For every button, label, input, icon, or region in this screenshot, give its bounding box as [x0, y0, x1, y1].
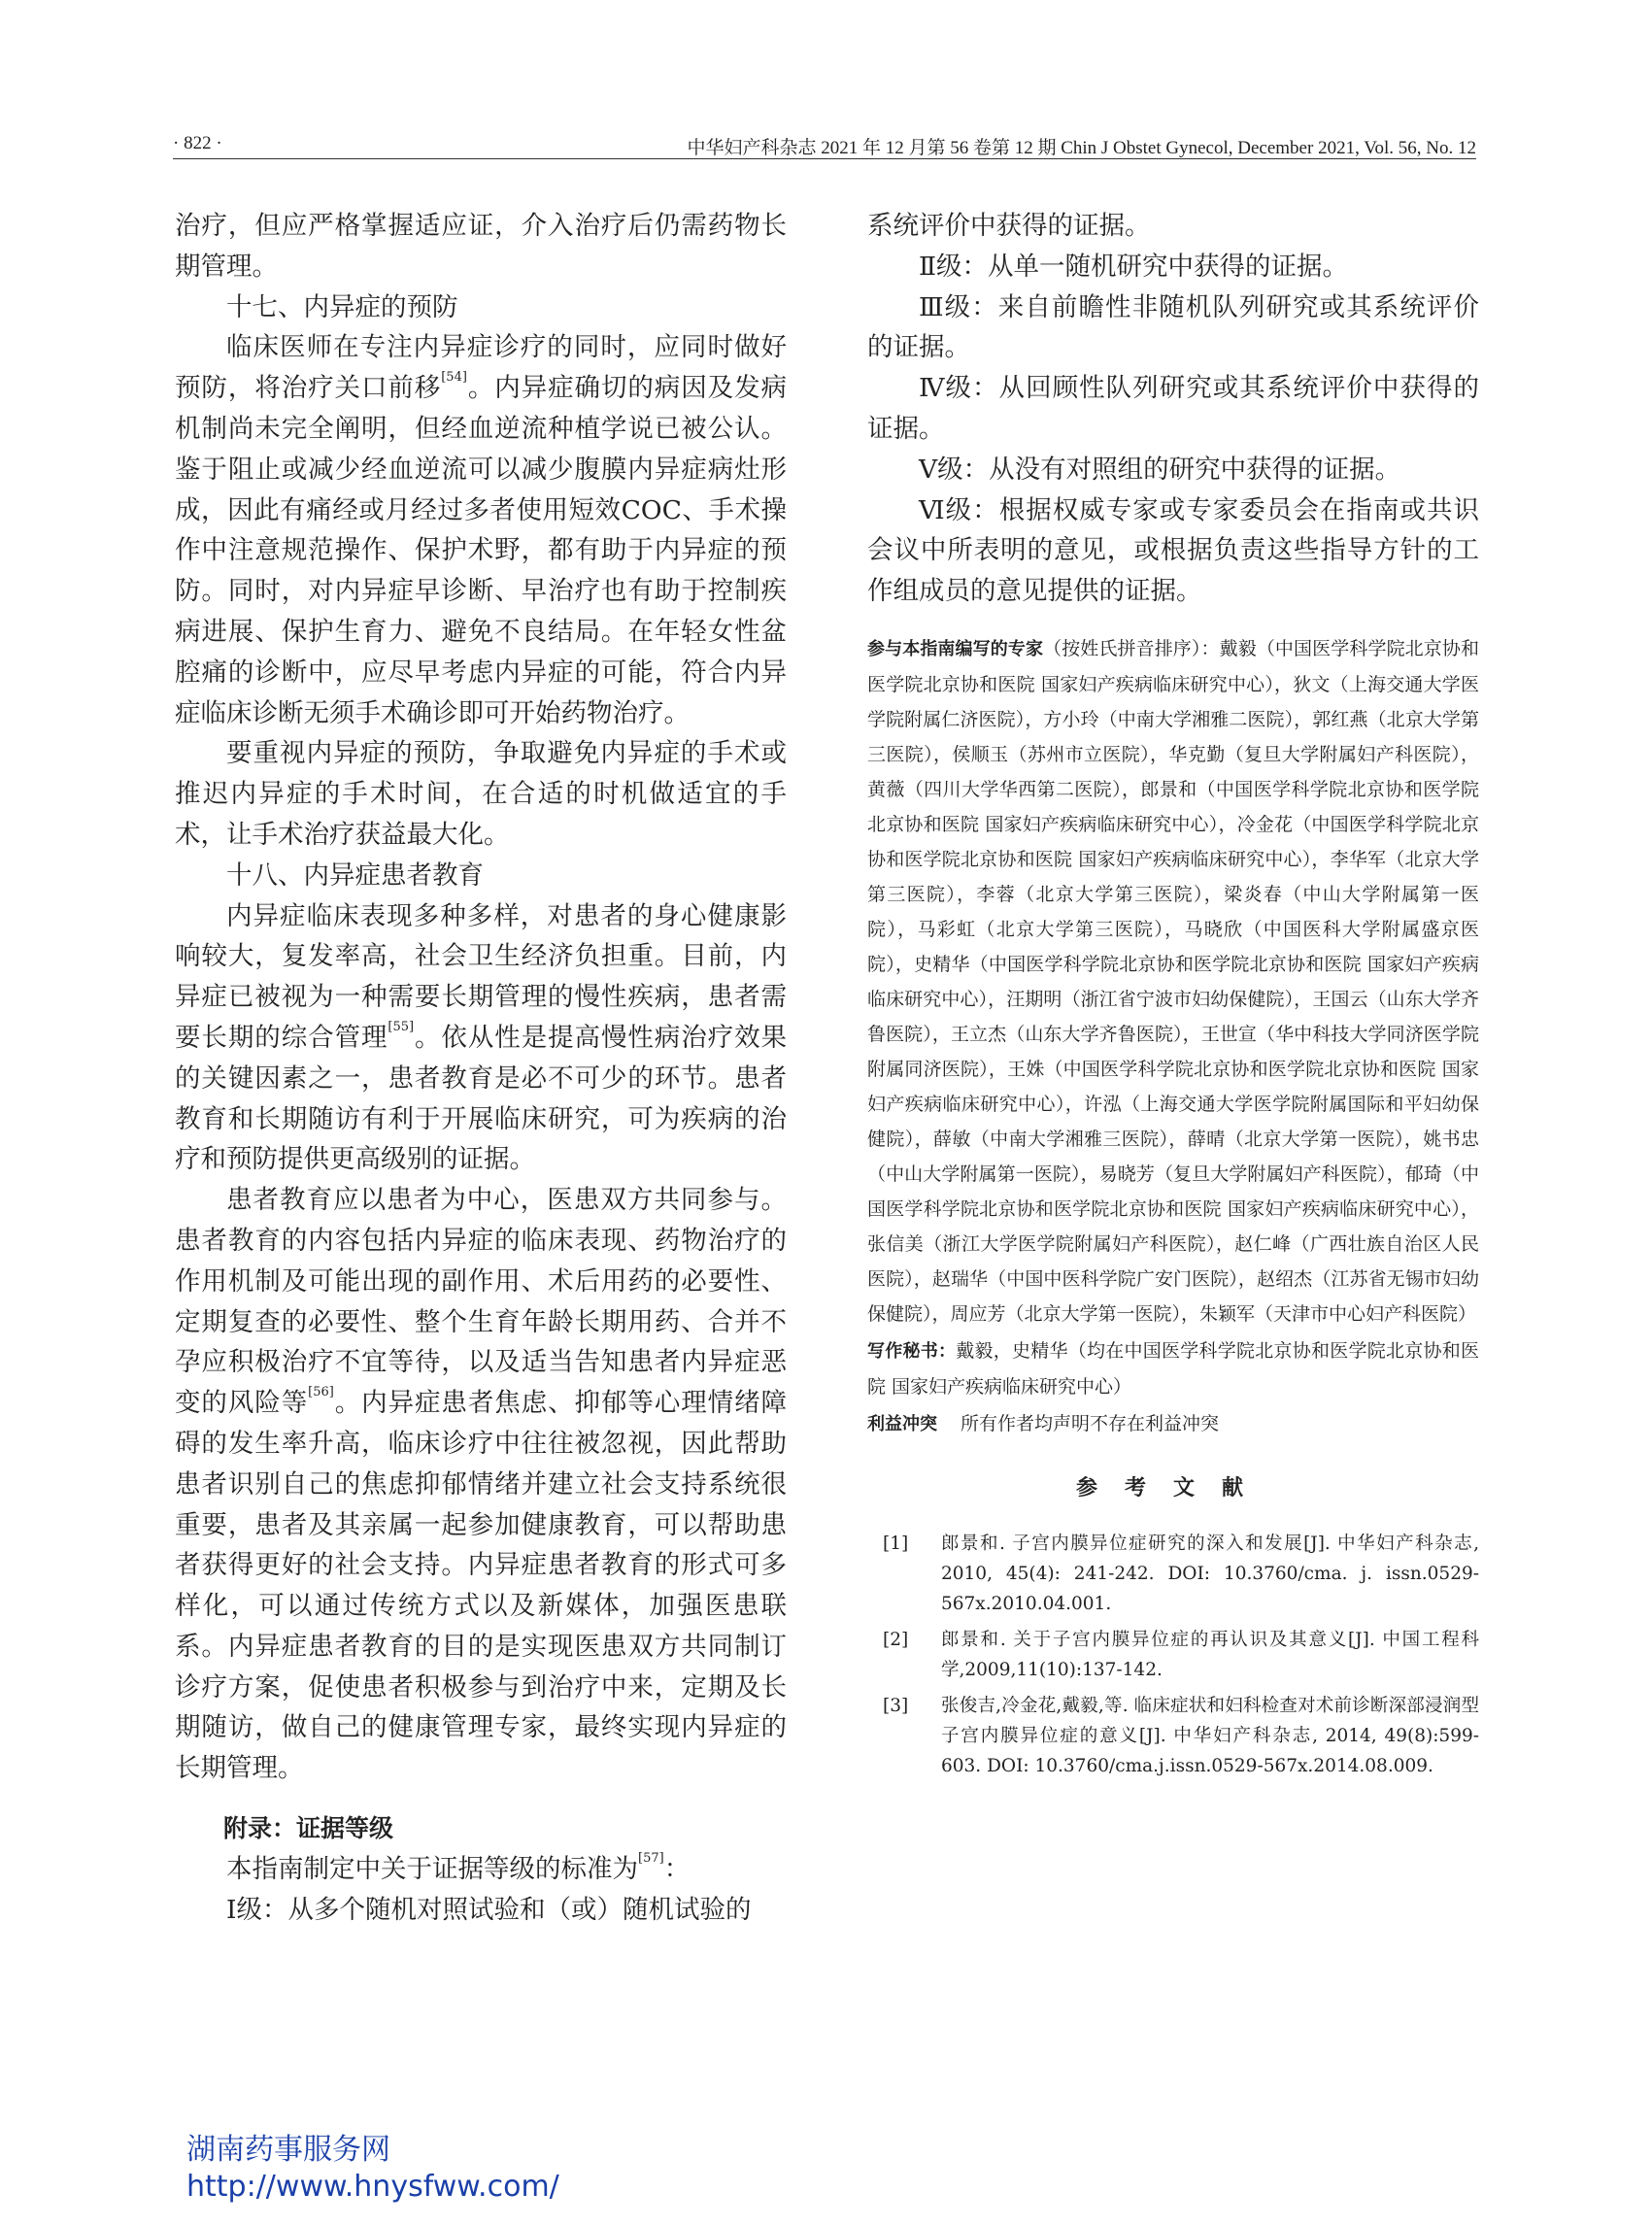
- secretary-label: 写作秘书：: [867, 1340, 957, 1362]
- left-column: [175, 206, 787, 1930]
- reference-item: [867, 1691, 1479, 1781]
- reference-number: [1]: [883, 1533, 909, 1554]
- reference-item: [867, 1529, 1479, 1619]
- evidence-level-2: Ⅱ级：从单一随机研究中获得的证据。: [919, 251, 1349, 282]
- reference-number: [2]: [883, 1629, 909, 1650]
- appendix-heading: 附录：证据等级: [223, 1814, 394, 1843]
- site-watermark: [186, 2132, 559, 2206]
- section-heading-18: 十八、内异症患者教育: [226, 860, 484, 891]
- evidence-level-4: Ⅳ级：从回顾性队列研究或其系统评价中获得的证据。: [867, 373, 1479, 444]
- paragraph: 内异症临床表现多种多样，对患者的身心健康影响较大，复发率高，社会卫生经济负担重。目前，内异症已被视为一种需要长期管理的慢性疾病，患者需要长期的综合管理[55]。依从性是提高慢性病治疗效果的关键因素之一，患者教育是必不可少的环节。患者教育和长期随访有利于开展临床研究，可为疾病的治疗和预防提供更高级别的证据。: [175, 900, 788, 1175]
- conflict-of-interest: 利益冲突 所有作者均声明不存在利益冲突: [867, 1412, 1220, 1434]
- reference-item: [867, 1625, 1479, 1685]
- reference-text: 郎景和. 关于子宫内膜异位症的再认识及其意义[J]. 中国工程科学,2009,11(10):137-142.: [941, 1629, 1479, 1680]
- conflict-label: 利益冲突: [867, 1413, 937, 1434]
- evidence-level-1-cont: 系统评价中获得的证据。: [867, 211, 1151, 241]
- journal-citation: 中华妇产科杂志 2021 年 12 月第 56 卷第 12 期 Chin J Obstet Gynecol, December 2021, Vol. 56, No. 12: [687, 138, 1476, 158]
- reference-text: 张俊吉,冷金花,戴毅,等. 临床症状和妇科检查对术前诊断深部浸润型子宫内膜异位症的意义[J]. 中华妇产科杂志, 2014, 49(8):599-603. DOI: 10.3760/cma.j.issn.0529-567x.2014.08.009.: [941, 1695, 1479, 1776]
- evidence-level-1: Ⅰ级：从多个随机对照试验和（或）随机试验的: [226, 1894, 752, 1925]
- citation-55[interactable]: [55]: [388, 1019, 415, 1034]
- expert-list: 参与本指南编写的专家（按姓氏拼音排序）：戴毅（中国医学科学院北京协和医学院北京协和医院 国家妇产疾病临床研究中心），狄文（上海交通大学医学院附属仁济医院），方小玲（中南大学湘雅二医院），郭红燕（北京大学第三医院），侯顺玉（苏州市立医院），华克勤（复旦大学附属妇产科医院），黄薇（四川大学华西第二医院），郎景和（中国医学科学院北京协和医学院北京协和医院 国家妇产疾病临床研究中心），冷金花（中国医学科学院北京协和医学院北京协和医院 国家妇产疾病临床研究中心），李华军（北京大学第三医院），李蓉（北京大学第三医院），梁炎春（中山大学附属第一医院），马彩虹（北京大学第三医院），马晓欣（中国医科大学附属盛京医院），史精华（中国医学科学院北京协和医学院北京协和医院 国家妇产疾病临床研究中心），汪期明（浙江省宁波市妇幼保健院），王国云（山东大学齐鲁医院），王立杰（山东大学齐鲁医院），王世宣（华中科技大学同济医学院附属同济医院），王姝（中国医学科学院北京协和医学院北京协和医院 国家妇产疾病临床研究中心），许泓（上海交通大学医学院附属国际和平妇幼保健院），薛敏（中南大学湘雅三医院），薛晴（北京大学第一医院），姚书忠（中山大学附属第一医院），易晓芳（复旦大学附属妇产科医院），郁琦（中国医学科学院北京协和医学院北京协和医院 国家妇产疾病临床研究中心），张信美（浙江大学医学院附属妇产科医院），赵仁峰（广西壮族自治区人民医院），赵瑞华（中国中医科学院广安门医院），赵绍杰（江苏省无锡市妇幼保健院），周应芳（北京大学第一医院），朱颖军（天津市中心妇产科医院）: [867, 637, 1479, 1325]
- paragraph: 患者教育应以患者为中心，医患双方共同参与。患者教育的内容包括内异症的临床表现、药物治疗的作用机制及可能出现的副作用、术后用药的必要性、定期复查的必要性、整个生育年龄长期用药、合并不孕应积极治疗不宜等待，以及适当告知患者内异症恶变的风险等[56]。内异症患者焦虑、抑郁等心理情绪障碍的发生率升高，临床诊疗中往往被忽视，因此帮助患者识别自己的焦虑抑郁情绪并建立社会支持系统很重要，患者及其亲属一起参加健康教育，可以帮助患者获得更好的社会支持。内异症患者教育的形式可多样化，可以通过传统方式以及新媒体，加强医患联系。内异症患者教育的目的是实现医患双方共同制订诊疗方案，促使患者积极参与到治疗中来，定期及长期随访，做自己的健康管理专家，最终实现内异症的长期管理。: [175, 1185, 788, 1784]
- references-title: 参考文献: [1075, 1475, 1270, 1500]
- citation-57[interactable]: [57]: [638, 1850, 664, 1866]
- evidence-level-6: Ⅵ级：根据权威专家或专家委员会在指南或共识会议中所表明的意见，或根据负责这些指导方针的工作组成员的意见提供的证据。: [867, 494, 1479, 607]
- paragraph: 要重视内异症的预防，争取避免内异症的手术或推迟内异症的手术时间，在合适的时机做适宜的手术，让手术治疗获益最大化。: [175, 738, 787, 850]
- citation-54[interactable]: [54]: [441, 370, 467, 386]
- evidence-level-3: Ⅲ级：来自前瞻性非随机队列研究或其系统评价的证据。: [867, 291, 1479, 363]
- watermark-url[interactable]: http://www.hnysfww.com/: [186, 2170, 559, 2204]
- evidence-level-5: Ⅴ级：从没有对照组的研究中获得的证据。: [919, 454, 1401, 485]
- paragraph: 临床医师在专注内异症诊疗的同时，应同时做好预防，将治疗关口前移[54]。内异症确切的病因及发病机制尚未完全阐明，但经血逆流种植学说已被公认。鉴于阻止或减少经血逆流可以减少腹膜内异症病灶形成，因此有痛经或月经过多者使用短效COC、手术操作中注意规范操作、保护术野，都有助于内异症的预防。同时，对内异症早诊断、早治疗也有助于控制疾病进展、保护生育力、避免不良结局。在年轻女性盆腔痛的诊断中，应尽早考虑内异症的可能，符合内异症临床诊断无须手术确诊即可开始药物治疗。: [175, 332, 788, 728]
- watermark-site-name: 湖南药事服务网: [186, 2133, 390, 2167]
- section-heading-17: 十七、内异症的预防: [226, 291, 458, 322]
- right-column: [867, 206, 1479, 1787]
- page-number: · 822 ·: [173, 133, 222, 153]
- page-header: [173, 129, 1476, 159]
- reference-number: [3]: [883, 1695, 909, 1716]
- paragraph: 治疗，但应严格掌握适应证，介入治疗后仍需药物长期管理。: [175, 211, 787, 282]
- reference-text: 郎景和. 子宫内膜异位症研究的深入和发展[J]. 中华妇产科杂志, 2010, 45(4): 241-242. DOI: 10.3760/cma. j. issn.0529-567x.2010.04.001.: [941, 1533, 1479, 1614]
- experts-label: 参与本指南编写的专家: [867, 638, 1044, 659]
- paragraph: 本指南制定中关于证据等级的标准为[57]：: [226, 1850, 691, 1884]
- citation-56[interactable]: [56]: [308, 1385, 334, 1400]
- writing-secretary: 写作秘书：戴毅，史精华（均在中国医学科学院北京协和医学院北京协和医院 国家妇产疾病临床研究中心）: [867, 1339, 1479, 1398]
